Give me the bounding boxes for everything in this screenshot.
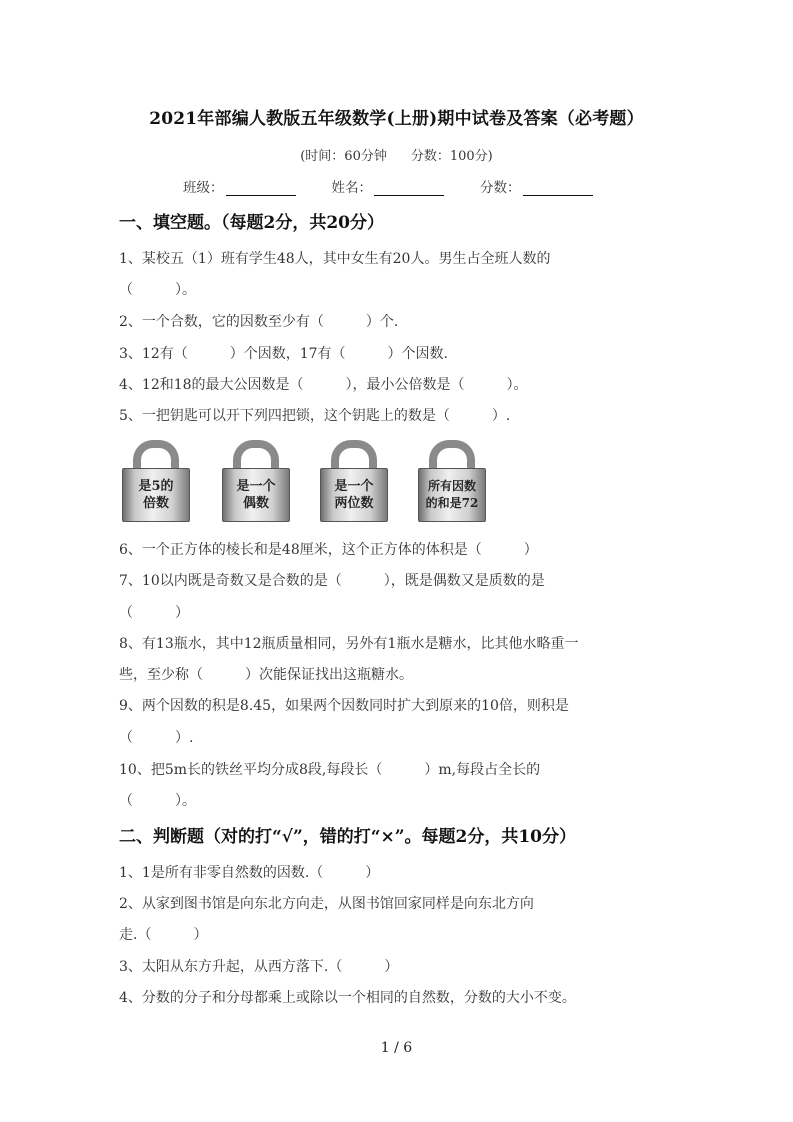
question-line: 4、12和18的最大公因数是（ ），最小公倍数是（ ）。 — [119, 377, 528, 393]
question-line: 2、从家到图书馆是向东北方向走，从图书馆回家同样是向东北方向 — [119, 896, 534, 912]
lock-image — [320, 440, 388, 522]
total-score: 分数：100分) — [410, 149, 493, 164]
question-line: 4、分数的分子和分母都乘上或除以一个相同的自然数，分数的大小不变。 — [119, 990, 576, 1006]
class-label: 班级： — [183, 180, 224, 196]
score-blank[interactable] — [523, 181, 593, 196]
lock-text: 所有因数 — [427, 479, 476, 493]
score-field — [480, 176, 593, 196]
lock-text: 是一个 — [334, 479, 374, 494]
time-limit: (时间：60分钟 — [300, 149, 387, 164]
question-line: 1、某校五（1）班有学生48人，其中女生有20人。男生占全班人数的 — [119, 251, 551, 267]
name-field — [332, 176, 445, 196]
lock-text: 倍数 — [142, 496, 169, 511]
question-line: 5、一把钥匙可以开下列四把锁，这个钥匙上的数是（ ）. — [119, 408, 511, 424]
question-line: （ ）。 — [119, 282, 196, 298]
student-info-row — [183, 176, 629, 196]
question-line: 10、把5m长的铁丝平均分成8段,每段长（ ）m,每段占全长的 — [119, 762, 541, 778]
lock-body — [222, 468, 290, 522]
lock-text: 偶数 — [242, 496, 269, 511]
lock-body — [320, 468, 388, 522]
question-line: 8、有13瓶水，其中12瓶质量相同，另外有1瓶水是糖水，比其他水略重一 — [119, 636, 579, 652]
lock-body — [418, 468, 486, 522]
lock-text: 两位数 — [334, 496, 374, 511]
question-line: 走.（ ） — [119, 927, 208, 943]
class-field — [183, 176, 296, 196]
question-line: 6、一个正方体的棱长和是48厘米，这个正方体的体积是（ ） — [119, 542, 538, 558]
question-line: 3、太阳从东方升起，从西方落下.（ ） — [119, 959, 399, 975]
lock-image — [418, 440, 486, 522]
lock-text: 是一个 — [236, 479, 276, 494]
question-line: 3、12有（ ）个因数，17有（ ）个因数. — [119, 346, 448, 362]
class-blank[interactable] — [226, 181, 296, 196]
lock-image — [222, 440, 290, 522]
section2-heading: 二、判断题（对的打“√”，错的打“×”。每题2分，共10分） — [119, 827, 577, 847]
question-line: （ ）。 — [119, 793, 196, 809]
question-line: 2、一个合数，它的因数至少有（ ）个. — [119, 314, 399, 330]
lock-image — [122, 440, 190, 522]
question-line: （ ）. — [119, 730, 194, 746]
exam-meta — [0, 145, 793, 164]
document-title: 2021年部编人教版五年级数学(上册)期中试卷及答案（必考题） — [149, 109, 644, 129]
lock-body — [122, 468, 190, 522]
question-line: 些，至少称（ ）次能保证找出这瓶糖水。 — [119, 667, 413, 683]
question-line: 9、两个因数的积是8.45，如果两个因数同时扩大到原来的10倍，则积是 — [119, 698, 569, 714]
name-label: 姓名： — [331, 180, 372, 196]
score-label: 分数： — [480, 180, 521, 196]
section1-heading: 一、填空题。（每题2分，共20分） — [119, 213, 384, 233]
question-line: （ ） — [119, 605, 189, 621]
question-line: 7、10以内既是奇数又是合数的是（ ），既是偶数又是质数的是 — [119, 573, 545, 589]
lock-text: 是5的 — [138, 479, 174, 494]
question-line: 1、1是所有非零自然数的因数.（ ） — [119, 865, 380, 881]
lock-text: 的和是72 — [425, 496, 479, 510]
page-number: 1 / 6 — [380, 1040, 413, 1056]
name-blank[interactable] — [374, 181, 444, 196]
